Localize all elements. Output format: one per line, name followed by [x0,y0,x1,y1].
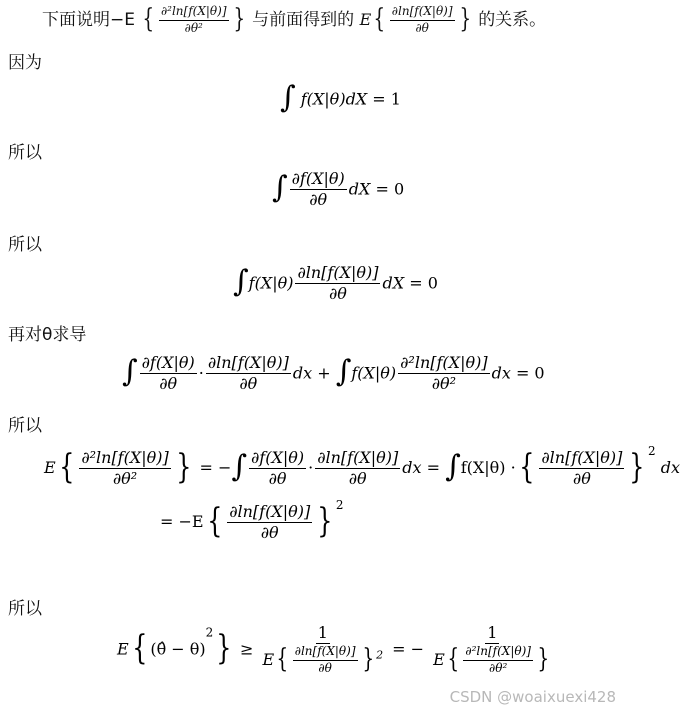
intro-formula-1: { $\frac{\text{∂²ln[f(X|θ)]}}{\text{∂θ²}}$ } [142,3,245,35]
label-so-3: 所以 [8,416,42,436]
label-so-1: 所以 [8,143,42,163]
intro-line [42,5,546,36]
label-derive: 再对θ求导 [8,325,87,345]
equation-cramer-rao: E{ (θ̂ − θ)$^2$} ≥ 1 E{ $\frac{\partial\ln[f(X|\theta)]}{\partial\theta}$ } $^2$ = − 1 E{ $\frac{\text{∂²ln[f(X|θ)]}}{\text{∂θ²}}$ } [117,623,550,676]
label-because: 因为 [8,53,42,73]
intro-text-b: 与前面得到的 [252,10,355,30]
equation-fisher-identity-line1: E{ $\frac{\text{∂²ln[f(X|θ)]}}{\text{∂θ²}}$ } = −∫ $\frac{\partial f(X|\theta)}{\partial\theta}$ · $\frac{\partial\ln[f(X|\theta)]}{\partial\theta}$ dx = ∫f(X|θ) ·{ $\frac{\partial\ln[f(X|\theta)]}{\partial\theta}$ } $^2$ dx [44,444,680,488]
left-brace: { [142,3,155,34]
intro-text-a: 下面说明−E [42,10,135,30]
intro-text-c: 的关系。 [478,10,547,30]
intro-formula-2: E{ $\frac{\partial\ln[f(X|\theta)]}{\partial\theta}$ } [359,3,471,35]
equation-score-zero: ∫f(X|θ) $\frac{\partial\ln[f(X|\theta)]}{\partial\theta}$ dX = 0 [233,263,438,304]
equation-derivative-1: ∫ $\frac{\partial f(X|\theta)}{\partial\theta}$ dX = 0 [272,169,405,210]
equation-second-derivative: ∫ $\frac{\partial f(X|\theta)}{\partial\theta}$ · $\frac{\partial\ln[f(X|\theta)]}{\partial\theta}$ dx + ∫f(X|θ) $\frac{\text{∂²ln[f(X|θ)]}}{\text{∂θ²}}$ dx = 0 [122,353,545,394]
right-brace: } [232,3,245,34]
equation-normalization: ∫ f(X|θ)dX = 1 [280,80,401,115]
csdn-watermark: CSDN @woaixuexi428 [449,688,616,706]
integral-sign: ∫ [280,80,296,115]
equation-fisher-identity-line2: = −E{ $\frac{\partial\ln[f(X|\theta)]}{\partial\theta}$ } $^2$ [160,498,344,542]
label-so-4: 所以 [8,599,42,619]
label-so-2: 所以 [8,235,42,255]
